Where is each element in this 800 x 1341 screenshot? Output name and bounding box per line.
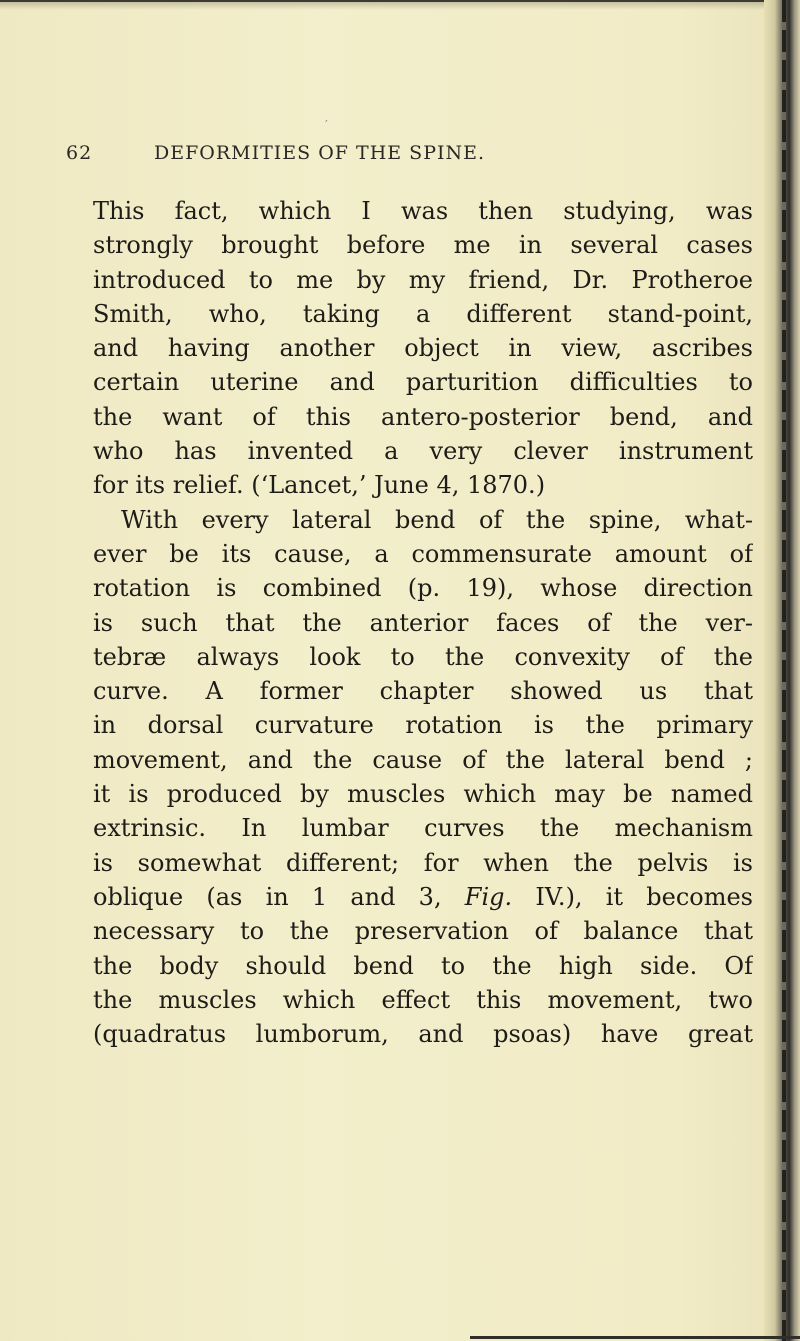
text-line: extrinsic. In lumbar curves the mechanism <box>93 814 753 843</box>
text-line: and having another object in view, ascribes <box>93 334 753 363</box>
text-line: it is produced by muscles which may be named <box>93 780 753 809</box>
bottom-edge-line <box>470 1336 800 1339</box>
text-line: (quadratus lumborum, and psoas) have great <box>93 1020 753 1049</box>
text-line: movement, and the cause of the lateral bend ; <box>93 745 753 774</box>
text-line: tebræ always look to the convexity of the <box>93 642 753 671</box>
text-line: ever be its cause, a commensurate amount of <box>93 539 753 568</box>
text-segment: IV.), it becomes <box>512 882 753 911</box>
page-header <box>66 142 766 172</box>
running-head: DEFORMITIES OF THE SPINE. <box>154 142 486 164</box>
text-line: certain uterine and parturition difficulties to <box>93 368 753 397</box>
top-edge-line <box>0 0 790 2</box>
text-line: curve. A former chapter showed us that <box>93 677 753 706</box>
page-edge-binding <box>782 0 786 1341</box>
figure-reference: Fig. <box>464 882 513 911</box>
text-line: for its relief. (‘Lancet,’ June 4, 1870.) <box>93 471 546 500</box>
text-line: This fact, which I was then studying, was <box>93 197 753 225</box>
text-line: is such that the anterior faces of the ver- <box>93 608 753 637</box>
body-text <box>93 194 753 1051</box>
page-edge-strip <box>764 0 800 1341</box>
text-line: Smith, who, taking a different stand-point, <box>93 299 753 328</box>
text-line: is somewhat different; for when the pelvis is <box>93 848 753 877</box>
text-line: necessary to the preservation of balance that <box>93 917 753 946</box>
text-segment: oblique (as in 1 and 3, <box>93 882 442 911</box>
text-line: rotation is combined (p. 19), whose direction <box>93 574 753 603</box>
stray-mark: ′ <box>325 118 328 132</box>
text-line: who has invented a very clever instrument <box>93 437 753 466</box>
text-line: With every lateral bend of the spine, what- <box>121 505 753 534</box>
text-line: in dorsal curvature rotation is the primary <box>93 711 753 740</box>
text-line: the want of this antero-posterior bend, and <box>93 402 753 431</box>
text-line: strongly brought before me in several cases <box>93 231 753 260</box>
text-line: the muscles which effect this movement, two <box>93 985 753 1014</box>
text-line: the body should bend to the high side. Of <box>93 951 753 980</box>
text-line-with-figure-ref <box>93 880 753 914</box>
text-line: introduced to me by my friend, Dr. Protheroe <box>93 265 753 294</box>
page-number: 62 <box>66 142 93 164</box>
